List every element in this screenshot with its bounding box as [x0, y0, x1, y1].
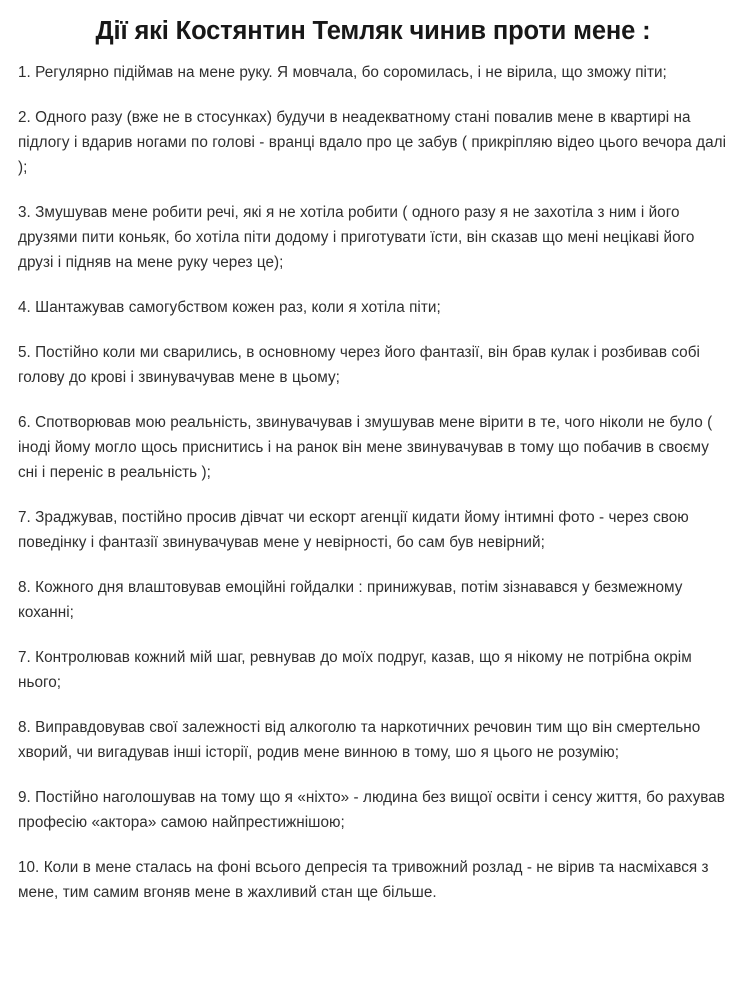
list-item: 7. Зраджував, постійно просив дівчат чи ескорт агенції кидати йому інтимні фото - через свою поведінку і фантазії звинувачував мене у невірності, бо сам був невірний; — [18, 509, 689, 552]
list-item: 6. Спотворював мою реальність, звинувачував і змушував мене вірити в те, чого ніколи не було ( іноді йому могло щось приснитись і на ранок він мене звинувачував в тому що побачив в своєму сні і переніс в реальність ); — [18, 414, 713, 482]
list-item: 2. Одного разу (вже не в стосунках) будучи в неадекватному стані повалив мене в квартирі на підлогу і вдарив ногами по голові - вранці вдало про це забув ( прикріпляю відео цього вечора далі ); — [18, 109, 727, 177]
list-item: 5. Постійно коли ми сварились, в основному через його фантазії, він брав кулак і розбивав собі голову до крові і звинувачував мене в цьому; — [18, 344, 700, 387]
page-title: Дії які Костянтин Темляк чинив проти мене : — [95, 17, 651, 45]
list-item: 7. Контролював кожний мій шаг, ревнував до моїх подруг, казав, що я нікому не потрібна окрім нього; — [18, 649, 692, 692]
list-item: 8. Виправдовував свої залежності від алкоголю та наркотичних речовин тим що він смертельно хворий, чи вигадував інші історії, родив мене винною в тому, шо я цього не розумію; — [18, 719, 701, 762]
list-item: 4. Шантажував самогубством кожен раз, коли я хотіла піти; — [18, 299, 441, 317]
list-item: 3. Змушував мене робити речі, які я не хотіла робити ( одного разу я не захотіла з ним і його друзями пити коньяк, бо хотіла піти додому і приготувати їсти, він сказав що мені нецікаві його друзі і підняв на мене руку через це); — [18, 204, 695, 272]
list-item: 9. Постійно наголошував на тому що я «ніхто» - людина без вищої освіти і сенсу життя, бо рахував професію «актора» самою найпрестижнішою; — [18, 789, 725, 832]
list-item: 1. Регулярно підіймав на мене руку. Я мовчала, бо соромилась, і не вірила, що зможу піти; — [18, 64, 667, 82]
list-item: 8. Кожного дня влаштовував емоційні гойдалки : принижував, потім зізнавався у безмежному коханні; — [18, 579, 683, 622]
accusation-list — [18, 60, 728, 905]
list-item: 10. Коли в мене сталась на фоні всього депресія та тривожний розлад - не вірив та насміхався з мене, тим самим вгоняв мене в жахливий стан ще більше. — [18, 859, 709, 902]
